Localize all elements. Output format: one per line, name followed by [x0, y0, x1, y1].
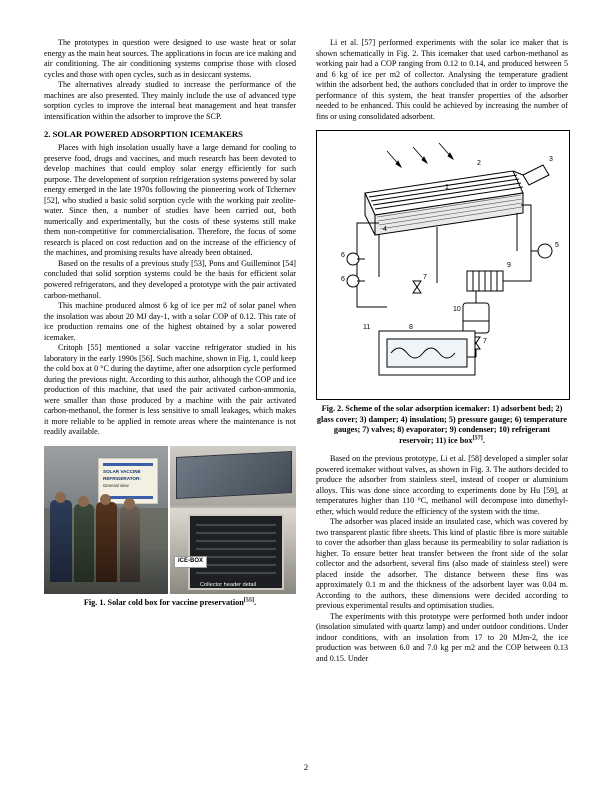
paragraph: The alternatives already studied to increase the performance of the machines are also presented. They mainly include the use of advanced type sorption cycles to improve the internal heat management and heat transfer intensification within the adsorber to improve the SCP. [44, 80, 296, 121]
callout-7b: 7 [483, 338, 487, 346]
collector-slat [196, 572, 276, 574]
figure-2-caption-text: Fig. 2. Scheme of the solar adsorption icemaker: 1) adsorbent bed; 2) glass cover; 3) damper; 4) insulation; 5) pressure gauge; 6) temperature gauges; 7) valves; 8) evaporator; 9) condenser; 10) refrigerant reservoir; 11) ice box [316, 404, 568, 445]
figure-1-photo-right [170, 446, 296, 594]
collector-header-label: Collector header detail [200, 581, 256, 588]
sign-bar [103, 463, 153, 466]
two-column-layout [44, 38, 568, 738]
figure-1-image [44, 446, 296, 594]
callout-7a: 7 [423, 274, 427, 282]
person-head [124, 498, 135, 509]
person-figure [120, 506, 140, 582]
person-figure [74, 504, 94, 582]
section-heading: 2. SOLAR POWERED ADSORPTION ICEMAKERS [44, 129, 243, 140]
collector-slat [196, 540, 276, 542]
person-head [55, 492, 66, 503]
left-column [44, 38, 296, 738]
paragraph: Li et al. [57] performed experiments with the solar ice maker that is shown schematically in Fig. 2. This icemaker that used carbon-methanol as working pair had a COP ranging from 0.12 to 0.14, and produced between 5 and 6 kg of ice per m2 of collector. Analysing the temperature gradient within the adsorbent bed, the authors concluded that in order to improve the performance of this system, the heat transfer properties of the adsorber needed to be enhanced. This could be achieved by increasing the number of fins or using consolidated adsorbent. [316, 38, 568, 121]
callout-11: 11 [363, 324, 371, 332]
figure-1-photo-left [44, 446, 168, 594]
callout-10: 10 [453, 306, 461, 314]
ice-box-unit [188, 514, 284, 590]
person-figure [50, 500, 72, 582]
collector-slat [196, 524, 276, 526]
figure-2-caption [316, 404, 568, 446]
callout-3: 3 [549, 156, 553, 164]
figure-2-caption-end: . [482, 435, 485, 445]
callout-2: 2 [477, 160, 481, 168]
collector-slat [196, 548, 276, 550]
collector-slat [196, 556, 276, 558]
figure-1-caption-end: . [254, 597, 257, 607]
collector-slat [196, 532, 276, 534]
callout-9: 9 [507, 262, 511, 270]
sign-line-1: SOLAR VACCINE [103, 468, 141, 474]
right-column [316, 38, 568, 738]
paragraph-text: Places with high insolation usually have a large demand for cooling to preserve food, drugs and vaccines, and much research has been devoted to develop machines that could employ solar energy efficiently for such purpose. The development of sorption refrigeration systems powered by solar energy emerged in the late 1970s following the pioneering work of Tchernev [52], who studied a basic solid sorption cycle with the working pair zeolite-water. Since then, a number of studies have been carried out, both numerically and experimentally, but the costs of these systems still make them non-competitive for commercialisation. Therefore, the focus of some research is placed on cost reduction and on the increase of the efficiency of the machines, and promising results have already been obtained. [44, 143, 296, 258]
figure-1-caption-text: Fig. 1. Solar cold box for vaccine preservation [83, 597, 244, 607]
solar-collector-panel [176, 451, 292, 499]
paragraph: The prototypes in question were designed to use waste heat or solar energy as the main heat sources. The applications in focus are ice making and air conditioning. The air conditioning systems comprise those with closed cycles and those with open cycles, such as in desiccant systems. [44, 38, 296, 79]
paragraph: Critoph [55] mentioned a solar vaccine refrigerator studied in his laboratory in the early 1990s [56]. Such machine, shown in Fig. 1, could keep the cold box at 0 °C during the daytime, after one adsorption cycle performed during the previous night. According to this author, although the COP and ice production of this machine, that used the pair activated carbon-ammonia, were smaller than those produced by a machine with the pair activated carbon-methanol, the former is less sensitive to small leakages, which makes it more reliable to be applied in remote areas where the maintenance is not readily available. [44, 343, 296, 437]
paragraph: The experiments with this prototype were performed both under indoor (insolation simulated with quartz lamp) and under outdoor conditions. Under indoor conditions, with an insolation from 17 to 20 MJm-2, the ice production was between 6.0 and 7.0 kg per m2 and the COP between 0.13 and 0.15. Under [316, 611, 568, 663]
paragraph: The adsorber was placed inside an insulated case, which was covered by two transparent plastic fibre sheets. This kind of plastic fibre is more suitable to cover the adsorber than glass because its permeability to solar radiation is higher. To ensure better heat transfer between the front side of the solar collector and the adsorbent, several fins (also made of stainless steel) were placed inside the adsorber. The distance between these fins was approximately 0.1 m and the thickness of the adsorbent layer was 0.04 m. According to the authors, these dimensions were decided according to previous experimental results and optimisation studies. [316, 517, 568, 611]
person-head [78, 496, 89, 507]
person-head [100, 494, 111, 505]
figure-2-caption-ref: [57] [472, 433, 483, 441]
callout-5: 5 [555, 242, 559, 250]
callout-8: 8 [409, 324, 413, 332]
callout-6a: 6 [341, 252, 345, 260]
callout-6b: 6 [341, 276, 345, 284]
figure-1-caption [44, 598, 296, 609]
sign-line-3: General view [103, 482, 129, 488]
callout-4: 4 [383, 226, 387, 234]
paragraph: This machine produced almost 6 kg of ice per m2 of solar panel when the insolation was about 20 MJ day-1, with a solar COP of 0.12. This rate of ice production remains one of the highest obtained by a solar powered icemaker. [44, 301, 296, 342]
figure-2-drawing [317, 131, 567, 397]
paragraph: Based on the previous prototype, Li et al. [58] developed a simpler solar powered icemaker without valves, as shown in Fig. 3. The authors decided to produce the adsorber from stainless steel, instead of cooper or aluminium alloys. This was done since according to experiments done by Hu [59], at temperatures higher than 110 °C, methanol will decompose into dimethyl-ether, which would reduce the efficiency of the system with the time. [316, 454, 568, 516]
sign-line-2: REFRIGERATOR: [103, 475, 141, 481]
callout-1: 1 [445, 184, 449, 192]
figure-1-caption-ref: [55] [243, 596, 255, 603]
paragraph: Based on the results of a previous study [53], Pons and Guilleminot [54] concluded that solid sorption systems could be the basis for efficient solar powered refrigerators, and they developed a prototype with the pair activated carbon-methanol. [44, 258, 296, 300]
person-figure [96, 502, 117, 582]
collector-slat [196, 564, 276, 566]
paragraph [44, 143, 296, 259]
ice-box-label: ICE-BOX [174, 556, 207, 568]
figure-2-schematic [316, 130, 570, 400]
page-number: 2 [303, 762, 309, 772]
